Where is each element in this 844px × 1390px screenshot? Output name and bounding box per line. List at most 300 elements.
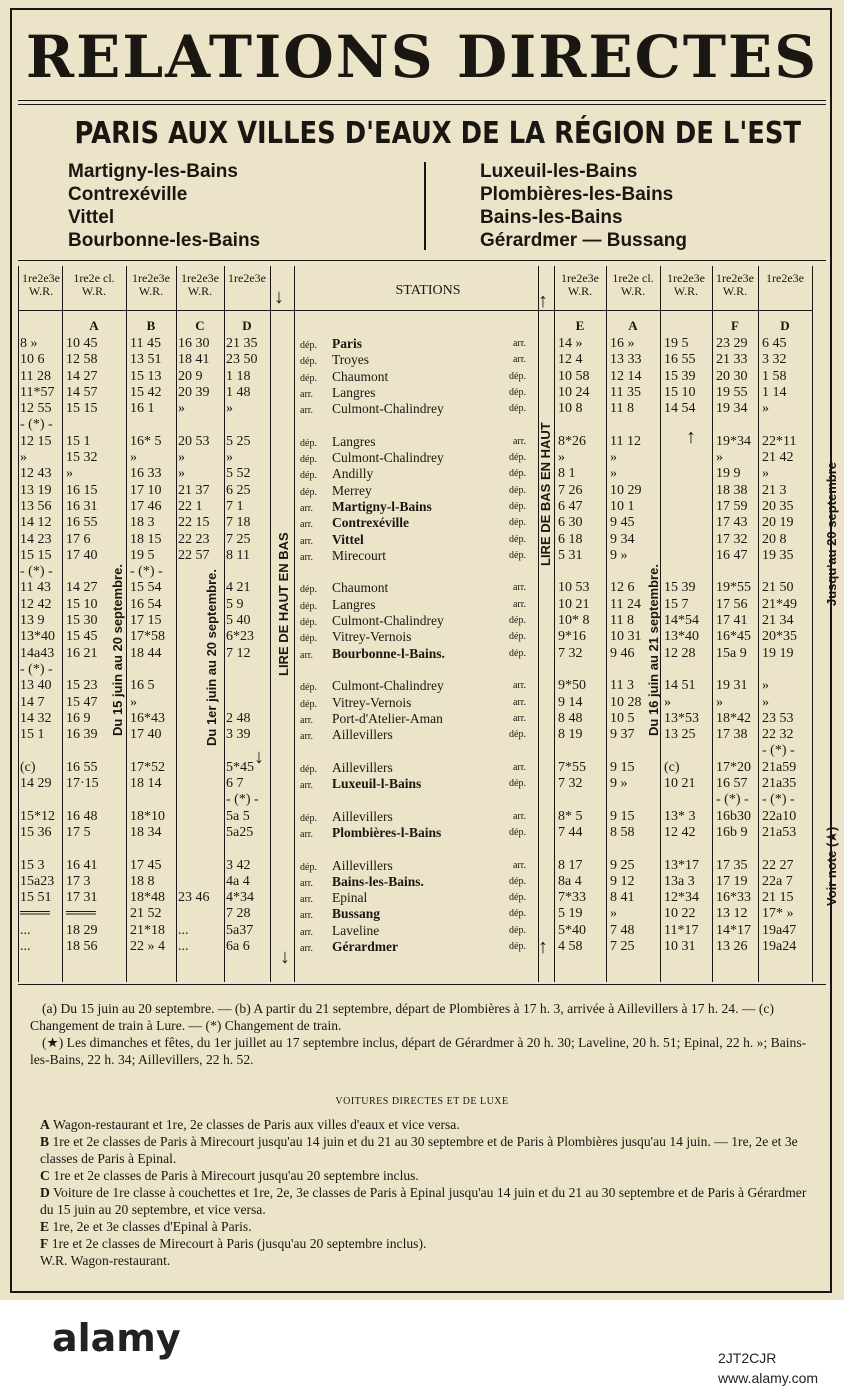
time-cell: 14 27 [66, 580, 98, 596]
time-cell: 7*33 [558, 890, 586, 906]
station-arr: arr. [512, 696, 526, 708]
column-rule [18, 266, 19, 982]
time-cell [178, 417, 210, 433]
time-cell: 9*50 [558, 678, 586, 694]
station-arr: arr. [512, 859, 526, 871]
station-dep: arr. [300, 714, 314, 726]
towns-separator [424, 162, 426, 250]
time-cell: 1 58 [762, 368, 787, 384]
time-column [20, 336, 55, 955]
time-cell: » [610, 450, 617, 466]
divider [18, 260, 826, 261]
time-cell [664, 515, 699, 531]
footnotes [30, 1000, 820, 1068]
time-cell [226, 841, 259, 857]
arrow-icon: ↓ [274, 286, 284, 308]
station-dep: dép. [300, 763, 317, 775]
station-name: Plombières-l-Bains [332, 824, 442, 840]
time-cell [226, 662, 259, 678]
watermark-url: www.alamy.com [718, 1370, 819, 1386]
voiture-key: F [40, 1236, 49, 1251]
time-cell: - (*) - [130, 564, 163, 580]
time-cell [178, 858, 210, 874]
time-cell: 11 3 [610, 678, 634, 694]
time-cell: 17 35 [716, 857, 748, 873]
station-arr: dép. [509, 729, 526, 741]
station-dep: dép. [300, 486, 317, 498]
time-cell [558, 743, 590, 759]
footnote: (a) Du 15 juin au 20 septembre. — (b) A partir du 21 septembre, départ de Plombières à 17 h. 3, arrivée à Aillevillers à 17 h. 24. — (c) Changement de train à Lure. — (*) Changement de train. [30, 1001, 774, 1033]
station-dep: dép. [300, 372, 317, 384]
time-cell: 13 51 [130, 352, 162, 368]
time-cell: 16 » [610, 336, 635, 351]
station-dep: dép. [300, 356, 317, 368]
time-cell [226, 678, 259, 694]
time-cell: 16 48 [66, 808, 98, 824]
voiture-row [40, 1184, 820, 1218]
arrow-icon: ↑ [686, 426, 696, 448]
station-arr: arr. [512, 354, 526, 366]
time-cell: 7 1 [226, 498, 244, 514]
time-cell: 13 56 [20, 498, 52, 514]
time-cell: 17 45 [130, 857, 162, 873]
train-letter: B [146, 318, 156, 333]
station-arr: dép. [509, 778, 526, 790]
time-cell: 8 17 [558, 857, 583, 873]
time-cell [716, 743, 751, 759]
time-cell [716, 841, 751, 857]
time-cell: » [762, 401, 769, 417]
time-cell: » [226, 401, 233, 417]
time-cell: 11 12 [610, 433, 641, 449]
station-row [300, 597, 530, 613]
time-cell: 6 30 [558, 515, 583, 531]
time-cell: 17 10 [130, 482, 162, 498]
station-arr: arr. [512, 680, 526, 692]
voiture-text: 1re et 2e classes de Mirecourt à Paris (jusqu'au 20 septembre inclus). [51, 1236, 427, 1251]
station-dep: arr. [300, 502, 314, 514]
time-cell [130, 417, 165, 433]
station-name: Culmont-Chalindrey [332, 613, 444, 629]
column-rule [538, 266, 539, 982]
towns-left-list [68, 160, 260, 252]
station-dep: dép. [300, 600, 317, 612]
time-cell: » [610, 466, 617, 482]
time-cell: 9 25 [610, 857, 635, 873]
time-cell: 7 32 [558, 645, 583, 661]
time-cell: 15 1 [66, 433, 91, 449]
station-arr: dép. [509, 517, 526, 529]
time-cell: 14 29 [20, 776, 52, 792]
time-cell: 5 52 [226, 466, 251, 482]
station-name: Contrexéville [332, 515, 409, 531]
time-cell: 8 11 [226, 547, 250, 563]
station-dep: dép. [300, 698, 317, 710]
time-cell: 10 1 [610, 498, 635, 514]
time-cell: 20 9 [178, 368, 203, 384]
time-cell: 10 29 [610, 482, 642, 498]
time-cell [66, 564, 99, 580]
time-cell: 13* 3 [664, 808, 696, 824]
column-header: 1re2e3e W.R. [132, 271, 170, 298]
time-cell [664, 841, 699, 857]
time-cell: 15 39 [664, 368, 696, 384]
vertical-label: Du 16 juin au 21 septembre. [646, 564, 661, 736]
time-cell [558, 662, 590, 678]
station-dep: dép. [300, 812, 317, 824]
time-cell: 17 41 [716, 613, 748, 629]
time-cell: » [558, 450, 565, 466]
time-cell: 9*16 [558, 629, 586, 645]
station-name: Troyes [332, 352, 370, 368]
time-cell [762, 564, 797, 580]
station-name: Bourbonne-l-Bains. [332, 645, 445, 661]
time-cell: 17 5 [66, 824, 91, 840]
time-cell: 13*53 [664, 710, 699, 726]
time-cell: 8*26 [558, 433, 586, 449]
time-cell: 5 19 [558, 906, 583, 922]
time-cell: 16 55 [664, 352, 696, 368]
time-cell [558, 841, 590, 857]
column-rule [758, 266, 759, 982]
time-cell: 15*12 [20, 808, 55, 824]
station-row [300, 483, 530, 499]
time-cell: 16b30 [716, 808, 751, 824]
voiture-key: A [40, 1117, 50, 1132]
station-row [300, 776, 530, 792]
time-cell: 10 22 [664, 906, 696, 922]
time-column [716, 336, 751, 955]
town-name: Bains-les-Bains [480, 207, 623, 228]
time-cell: 1 48 [226, 384, 251, 400]
time-cell: 10 6 [20, 352, 45, 368]
time-cell: 15 10 [664, 384, 696, 400]
station-dep: arr. [300, 519, 314, 531]
time-cell: 9 14 [558, 694, 583, 710]
time-cell: 11*17 [664, 922, 699, 938]
arrow-icon: ↓ [280, 946, 290, 968]
time-cell: 4*34 [226, 890, 254, 906]
time-cell: 16 41 [66, 857, 98, 873]
time-cell: 11 28 [20, 368, 51, 384]
time-cell [178, 792, 210, 808]
time-cell: (c) [664, 759, 680, 775]
time-cell [664, 483, 699, 499]
station-arr: dép. [509, 647, 526, 659]
train-letter: F [731, 318, 739, 333]
time-cell: 7 32 [558, 776, 583, 792]
divider [18, 104, 826, 105]
station-arr: dép. [509, 549, 526, 561]
time-cell: 9 46 [610, 645, 635, 661]
station-name: Langres [332, 596, 376, 612]
time-cell: 12 28 [664, 645, 696, 661]
time-cell: 21 15 [762, 890, 794, 906]
time-cell: 15 47 [66, 694, 98, 710]
column-header: 1re2e3e W.R. [716, 271, 754, 298]
time-cell: 15a 9 [716, 645, 747, 661]
train-letter: D [242, 318, 252, 333]
divider [18, 100, 826, 101]
station-name: Vittel [332, 531, 364, 547]
time-cell: 15 32 [66, 450, 98, 466]
time-cell: 8 58 [610, 824, 635, 840]
time-cell: 16*45 [716, 629, 751, 645]
time-cell: 8 48 [558, 710, 583, 726]
time-cell: 6 25 [226, 482, 251, 498]
vertical-label: Voir note (★) [824, 826, 839, 906]
station-dep: arr. [300, 894, 314, 906]
station-arr: dép. [509, 908, 526, 920]
time-cell: 10* 8 [558, 613, 590, 629]
time-cell [130, 841, 165, 857]
time-cell: 21 42 [762, 450, 794, 466]
column-header: 1re2e3e [766, 271, 804, 285]
time-cell: 17*52 [130, 759, 165, 775]
column-rule [812, 266, 813, 982]
time-cell: 16 57 [716, 776, 748, 792]
time-cell [762, 841, 797, 857]
column-header: 1re2e3e W.R. [561, 271, 599, 298]
time-cell: 18 34 [130, 824, 162, 840]
time-cell: 9 15 [610, 808, 635, 824]
time-cell: 18 15 [130, 531, 162, 547]
time-cell: 19 55 [716, 384, 748, 400]
station-arr: dép. [509, 452, 526, 464]
station-row [300, 629, 530, 645]
station-dep: dép. [300, 470, 317, 482]
voitures-list [40, 1116, 820, 1269]
time-cell: 21*18 [130, 922, 165, 938]
time-cell: 18 29 [66, 922, 98, 938]
time-cell: 9 15 [610, 759, 635, 775]
time-cell: 17 46 [130, 498, 162, 514]
time-cell: 19 34 [716, 401, 748, 417]
time-cell: 10 8 [558, 401, 583, 417]
station-row [300, 564, 530, 580]
time-cell: 4a 4 [226, 873, 250, 889]
time-cell: 20 39 [178, 384, 210, 400]
time-cell: 15 36 [20, 824, 52, 840]
time-cell: 17 32 [716, 531, 748, 547]
time-cell: 17 56 [716, 596, 748, 612]
time-cell: 23 29 [716, 336, 748, 351]
station-dep: dép. [300, 861, 317, 873]
time-cell: 12 55 [20, 401, 52, 417]
station-arr: arr. [512, 582, 526, 594]
time-cell: 15 51 [20, 890, 52, 906]
town-name: Contrexéville [68, 184, 188, 205]
time-cell: 9 » [610, 776, 628, 792]
subtitle: PARIS AUX VILLES D'EAUX DE LA RÉGION DE L'EST [74, 116, 802, 151]
time-cell: 15 30 [66, 613, 98, 629]
time-cell: 5a 5 [226, 808, 250, 824]
time-cell [66, 662, 99, 678]
station-row [300, 401, 530, 417]
station-name: Vitrey-Vernois [332, 694, 412, 710]
column-header: 1re2e3e W.R. [667, 271, 705, 298]
voiture-text: 1re, 2e et 3e classes d'Epinal à Paris. [52, 1219, 252, 1234]
time-cell [610, 743, 642, 759]
station-dep: dép. [300, 437, 317, 449]
time-cell [178, 841, 210, 857]
time-cell: 13*40 [664, 629, 699, 645]
time-cell [664, 662, 699, 678]
station-dep: arr. [300, 877, 314, 889]
voiture-key: E [40, 1219, 50, 1234]
time-cell: 14 51 [664, 678, 696, 694]
time-cell: 7 44 [558, 824, 583, 840]
time-cell: » [178, 450, 185, 466]
station-name: Culmont-Chalindrey [332, 450, 444, 466]
station-dep: arr. [300, 780, 314, 792]
time-cell: » [178, 466, 185, 482]
time-cell: 10 24 [558, 384, 590, 400]
time-cell: 22 » 4 [130, 938, 165, 954]
time-cell: 14 57 [66, 384, 98, 400]
station-name: Gérardmer [332, 938, 398, 954]
time-cell: 18 56 [66, 938, 98, 954]
time-cell [716, 662, 751, 678]
time-column [558, 336, 590, 955]
station-name: Merrey [332, 482, 372, 498]
station-row [300, 336, 530, 352]
station-arr: arr. [512, 338, 526, 349]
time-cell: 18 14 [130, 776, 162, 792]
time-cell: 22 23 [178, 531, 210, 547]
station-name: Epinal [332, 890, 368, 906]
time-cell: 10 58 [558, 368, 590, 384]
time-cell: 21 34 [762, 613, 794, 629]
time-cell [762, 662, 797, 678]
time-cell: 8a 4 [558, 873, 582, 889]
time-cell: 12 42 [20, 596, 52, 612]
voiture-row [40, 1133, 820, 1167]
time-cell [178, 825, 210, 841]
time-cell: 16 9 [66, 710, 91, 726]
time-cell: 22a10 [762, 808, 797, 824]
vertical-label: Du 1er juin au 20 septembre. [204, 568, 219, 746]
time-cell: 7 28 [226, 906, 251, 922]
towns-right-list [480, 160, 687, 252]
time-cell: 18*42 [716, 710, 751, 726]
station-name: Bussang [332, 906, 381, 922]
station-row [300, 450, 530, 466]
town-name: Luxeuil-les-Bains [480, 161, 638, 182]
time-cell: 12 58 [66, 352, 98, 368]
time-cell: » [20, 450, 27, 466]
time-cell: 17 6 [66, 531, 91, 547]
station-arr: dép. [509, 533, 526, 545]
time-cell: 19*55 [716, 580, 751, 596]
column-rule [606, 266, 607, 982]
column-header: STATIONS [395, 283, 461, 298]
time-cell: 14 54 [664, 401, 696, 417]
time-cell: » [762, 694, 769, 710]
station-row [300, 369, 530, 385]
time-cell: 11 8 [610, 401, 634, 417]
station-dep: arr. [300, 405, 314, 417]
time-cell: 12 15 [20, 433, 52, 449]
station-arr: dép. [509, 892, 526, 904]
time-cell: 16 54 [130, 596, 162, 612]
time-cell [20, 841, 55, 857]
voiture-key: B [40, 1134, 50, 1149]
voiture-row [40, 1252, 820, 1269]
station-name: Culmont-Chalindrey [332, 401, 444, 417]
time-cell [610, 841, 642, 857]
time-cell: 12 42 [664, 824, 696, 840]
station-dep: arr. [300, 388, 314, 400]
time-cell: 10 45 [66, 336, 98, 351]
time-cell: 5*45 [226, 759, 254, 775]
time-cell: 16 39 [66, 727, 98, 743]
time-cell: 6*23 [226, 629, 254, 645]
station-arr: arr. [512, 435, 526, 447]
station-dep: arr. [300, 649, 314, 661]
time-cell: 17 31 [66, 890, 98, 906]
station-row [300, 499, 530, 515]
time-cell: 7 26 [558, 482, 583, 498]
column-rule [176, 266, 177, 982]
time-cell: 2 48 [226, 710, 251, 726]
time-cell: 11 24 [610, 596, 641, 612]
time-cell: 14 23 [20, 531, 52, 547]
voiture-key: C [40, 1168, 50, 1183]
time-cell: 5 40 [226, 613, 251, 629]
train-letter: D [780, 318, 790, 333]
time-cell [20, 792, 55, 808]
time-cell: 5a25 [226, 824, 254, 840]
time-cell: 10 28 [610, 694, 642, 710]
arrow-icon: ↓ [254, 746, 264, 768]
station-row [300, 825, 530, 841]
time-cell: 19a47 [762, 922, 797, 938]
time-cell: 15 15 [66, 401, 98, 417]
footnote: (★) Les dimanches et fêtes, du 1er juillet au 17 septembre inclus, départ de Gérardmer à 20 h. 30; Laveline, 20 h. 51; Epinal, 22 h. »; Bains-les-Bains, 22 h. 34; Aillevillers, 22 h. 52. [30, 1035, 807, 1067]
arrow-icon: ↑ [538, 936, 548, 958]
station-arr: dép. [509, 386, 526, 398]
town-name: Bourbonne-les-Bains [68, 230, 261, 251]
time-cell: 19 9 [716, 466, 741, 482]
voiture-key: D [40, 1185, 50, 1200]
train-letter: E [575, 318, 585, 333]
station-arr: dép. [509, 500, 526, 512]
time-cell: » [664, 694, 671, 710]
station-dep: arr. [300, 942, 314, 954]
voiture-text: W.R. Wagon-restaurant. [40, 1253, 171, 1268]
stations-column [300, 336, 530, 955]
station-arr: dép. [509, 631, 526, 643]
page-title: RELATIONS DIRECTES [25, 23, 819, 91]
time-cell: » [716, 450, 723, 466]
time-cell [664, 743, 699, 759]
time-cell: 11 35 [610, 384, 641, 400]
time-cell [226, 417, 259, 433]
station-arr: dép. [509, 940, 526, 952]
time-cell: 1 14 [762, 384, 787, 400]
station-dep: dép. [300, 340, 317, 351]
time-cell: 16 21 [66, 645, 98, 661]
time-cell: 18 8 [130, 873, 155, 889]
station-dep: arr. [300, 926, 314, 938]
time-cell: 18 38 [716, 482, 748, 498]
time-cell: 12 14 [610, 368, 642, 384]
station-dep: arr. [300, 828, 314, 840]
station-row [300, 939, 530, 955]
time-cell: 5 31 [558, 547, 583, 563]
time-cell: 17·15 [66, 776, 99, 792]
